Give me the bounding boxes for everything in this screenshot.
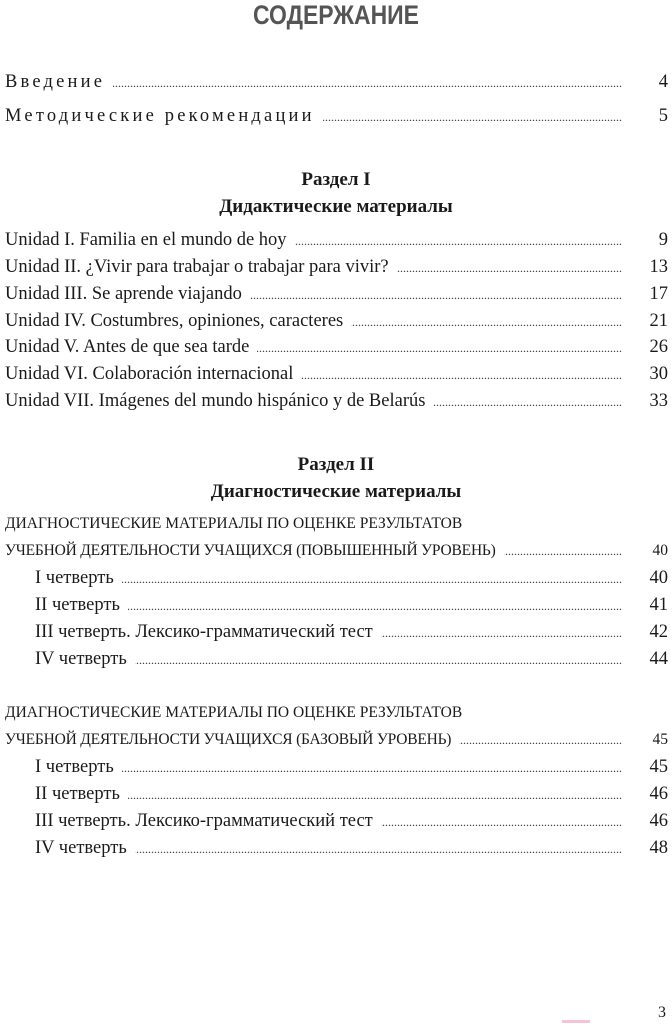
dot-leader <box>128 784 622 806</box>
section-subheading: Диагностические материалы <box>210 481 462 502</box>
toc-entry-page: 45 <box>652 731 668 748</box>
toc-entry-label: I четверть <box>35 757 114 777</box>
group-heading: ДИАГНОСТИЧЕСКИЕ МАТЕРИАЛЫ ПО ОЦЕНКЕ РЕЗУЛЬТАТОВ <box>5 704 463 721</box>
toc-entry[interactable] <box>5 390 668 413</box>
toc-entry[interactable] <box>5 229 668 252</box>
toc-entry[interactable] <box>35 783 668 806</box>
toc-entry[interactable] <box>5 540 668 562</box>
toc-entry-label: Unidad III. Se aprende viajando <box>5 284 242 304</box>
section-subheading: Дидактические материалы <box>219 196 453 217</box>
toc-entry[interactable] <box>5 363 668 386</box>
section-heading: Раздел I <box>301 169 371 190</box>
dot-leader <box>128 595 622 617</box>
toc-entry[interactable] <box>5 729 668 751</box>
dot-leader <box>381 622 622 644</box>
toc-entry-label: II четверть <box>35 595 120 615</box>
toc-entry-label: Unidad V. Antes de que sea tarde <box>5 337 250 357</box>
toc-entry-page: 21 <box>649 311 668 331</box>
toc-entry-page: 26 <box>649 337 668 357</box>
page-title: СОДЕРЖАНИЕ <box>253 0 419 30</box>
toc-entry[interactable] <box>35 756 668 779</box>
toc-entry-page: 30 <box>649 364 668 384</box>
toc-entry-label: Unidad II. ¿Vivir para trabajar o trabajar para vivir? <box>5 257 389 277</box>
toc-entry-page: 42 <box>649 622 668 642</box>
toc-entry-label: III четверть. Лексико-грамматический тест <box>35 622 373 642</box>
toc-entry[interactable] <box>5 71 668 94</box>
toc-entry-label: I четверть <box>35 568 114 588</box>
dot-leader <box>397 257 622 279</box>
toc-entry-label: Методические рекомендации <box>5 106 315 126</box>
toc-entry[interactable] <box>35 567 668 590</box>
section-heading: Раздел II <box>297 454 375 475</box>
toc-entry-label: Unidad VI. Colaboración internacional <box>5 364 294 384</box>
toc-entry[interactable] <box>5 105 668 128</box>
dot-leader <box>257 337 622 359</box>
toc-entry-page: 45 <box>649 757 668 777</box>
page-number: 3 <box>658 1004 666 1021</box>
toc-entry-page: 33 <box>649 391 668 411</box>
toc-entry-label: УЧЕБНОЙ ДЕЯТЕЛЬНОСТИ УЧАЩИХСЯ (БАЗОВЫЙ УРОВЕНЬ) <box>5 731 452 748</box>
dot-leader <box>135 838 622 860</box>
toc-entry[interactable] <box>35 648 668 671</box>
toc-entry-page: 46 <box>649 784 668 804</box>
toc-entry[interactable] <box>35 810 668 833</box>
toc-entry-page: 4 <box>658 72 668 92</box>
toc-entry-page: 40 <box>649 568 668 588</box>
dot-leader <box>323 106 622 128</box>
dot-leader <box>135 649 622 671</box>
dot-leader <box>122 757 622 779</box>
toc-entry-label: Unidad IV. Costumbres, opiniones, caracteres <box>5 311 344 331</box>
toc-entry-page: 40 <box>652 542 668 559</box>
dot-leader <box>381 811 622 833</box>
dot-leader <box>250 284 622 306</box>
toc-entry-page: 13 <box>649 257 668 277</box>
toc-entry[interactable] <box>35 621 668 644</box>
dot-leader <box>301 364 622 386</box>
toc-entry-page: 48 <box>649 838 668 858</box>
toc-entry-page: 46 <box>649 811 668 831</box>
toc-entry-label: Введение <box>5 72 106 92</box>
toc-entry[interactable] <box>5 283 668 306</box>
dot-leader <box>122 568 622 590</box>
toc-entry-label: Unidad VII. Imágenes del mundo hispánico y de Belarús <box>5 391 426 411</box>
toc-entry-page: 17 <box>649 284 668 304</box>
decorative-mark <box>562 1020 590 1023</box>
toc-entry-page: 9 <box>658 230 668 250</box>
toc-entry-page: 41 <box>649 595 668 615</box>
toc-entry-label: УЧЕБНОЙ ДЕЯТЕЛЬНОСТИ УЧАЩИХСЯ (ПОВЫШЕННЫЙ УРОВЕНЬ) <box>5 542 496 559</box>
dot-leader <box>295 230 622 252</box>
toc-entry-page: 44 <box>649 649 668 669</box>
toc-entry[interactable] <box>5 256 668 279</box>
toc-entry-label: III четверть. Лексико-грамматический тест <box>35 811 373 831</box>
toc-entry[interactable] <box>35 594 668 617</box>
dot-leader <box>459 729 622 751</box>
toc-entry-label: Unidad I. Familia en el mundo de hoy <box>5 230 287 250</box>
toc-entry-label: IV четверть <box>35 838 127 858</box>
toc-entry-page: 5 <box>658 106 668 126</box>
dot-leader <box>351 311 622 333</box>
toc-entry[interactable] <box>5 310 668 333</box>
dot-leader <box>504 540 622 562</box>
toc-entry[interactable] <box>5 336 668 359</box>
toc-entry[interactable] <box>35 837 668 860</box>
toc-entry-label: II четверть <box>35 784 120 804</box>
toc-entry-label: IV четверть <box>35 649 127 669</box>
dot-leader <box>433 391 622 413</box>
group-heading: ДИАГНОСТИЧЕСКИЕ МАТЕРИАЛЫ ПО ОЦЕНКЕ РЕЗУЛЬТАТОВ <box>5 515 463 532</box>
dot-leader <box>113 72 622 94</box>
